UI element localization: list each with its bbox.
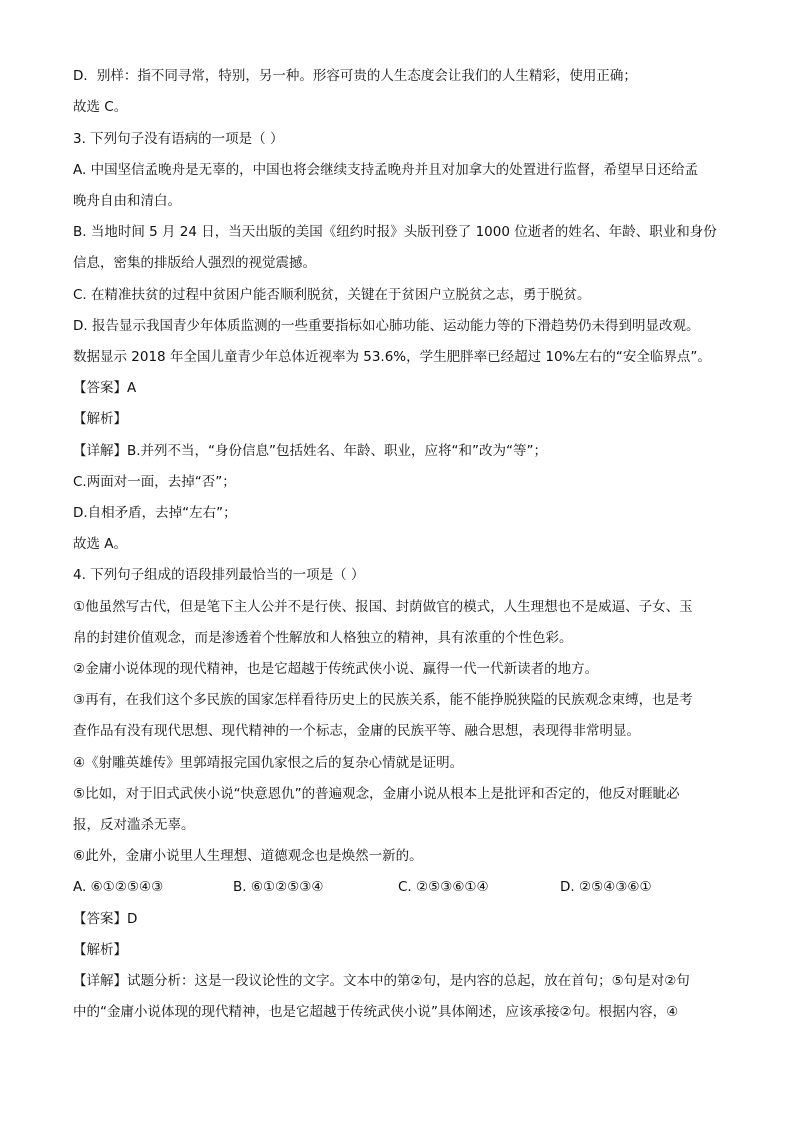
q3-option-c: C. 在精准扶贫的过程中贫困户能否顺利脱贫，关键在于贫困户立脱贫之志，勇于脱贫。 (73, 287, 591, 303)
q4-option-a: A. ⑥①②⑤④③ (73, 879, 164, 895)
q4-sentence-5-line1: ⑤比如，对于旧式武侠小说“快意恩仇”的普遍观念，金庸小说从根本上是批评和否定的，他反对睚眦必 (73, 786, 680, 802)
q3-stem: 3. 下列句子没有语病的一项是（ ） (73, 131, 284, 147)
q4-sentence-1-line1: ①他虽然写古代，但是笔下主人公并不是行侠、报国、封荫做官的模式，人生理想也不是威逼、子女、玉 (73, 599, 693, 615)
q4-sentence-1-line2: 帛的封建价值观念，而是渗透着个性解放和人格独立的精神，具有浓重的个性色彩。 (73, 630, 573, 646)
q2-conclusion: 故选 C。 (73, 99, 128, 115)
q4-sentence-3-line1: ③再有，在我们这个多民族的国家怎样看待历史上的民族关系，能不能挣脱狭隘的民族观念束缚，也是考 (73, 692, 693, 708)
q4-detail-line1: 【详解】试题分析：这是一段议论性的文字。文本中的第②句，是内容的总起，放在首句；⑤句是对②句 (73, 973, 690, 989)
q4-option-c: C. ②⑤③⑥①④ (398, 879, 489, 895)
q4-sentence-2: ②金庸小说体现的现代精神，也是它超越于传统武侠小说、赢得一代一代新读者的地方。 (73, 661, 599, 677)
q4-answer: 【答案】D (73, 911, 138, 927)
q3-detail-line3: D.自相矛盾，去掉“左右”； (73, 505, 237, 521)
q3-detail-line1: 【详解】B.并列不当，“身份信息”包括姓名、年龄、职业，应将“和”改为“等”； (73, 443, 548, 459)
q3-option-a-line2: 晚舟自由和清白。 (73, 193, 181, 209)
q3-conclusion: 故选 A。 (73, 536, 128, 552)
q4-stem: 4. 下列句子组成的语段排列最恰当的一项是（ ） (73, 567, 365, 583)
q3-option-d-line1: D. 报告显示我国青少年体质监测的一些重要指标如心肺功能、运动能力等的下滑趋势仍未得到明显改观。 (73, 318, 700, 334)
q4-sentence-3-line2: 查作品有没有现代思想、现代精神的一个标志，金庸的民族平等、融合思想，表现得非常明显。 (73, 723, 640, 739)
q2-option-d: D．别样：指不同寻常，特别，另一种。形容可贵的人生态度会让我们的人生精彩，使用正确； (73, 68, 637, 84)
q3-analysis-heading: 【解析】 (73, 411, 127, 427)
q3-option-d-line2: 数据显示 2018 年全国儿童青少年总体近视率为 53.6%，学生肥胖率已经超过 10%左右的“安全临界点”。 (73, 349, 711, 365)
q4-detail-line2: 中的“金庸小说体现的现代精神，也是它超越于传统武侠小说”具体阐述，应该承接②句。根据内容，④ (73, 1004, 679, 1020)
q4-sentence-5-line2: 报，反对滥杀无辜。 (73, 817, 195, 833)
q3-option-b-line1: B. 当地时间 5 月 24 日，当天出版的美国《纽约时报》头版刊登了 1000 位逝者的姓名、年龄、职业和身份 (73, 224, 717, 240)
q3-answer: 【答案】A (73, 380, 137, 396)
q4-option-d: D. ②⑤④③⑥① (560, 879, 652, 895)
q4-analysis-heading: 【解析】 (73, 942, 127, 958)
q4-sentence-6: ⑥此外，金庸小说里人生理想、道德观念也是焕然一新的。 (73, 848, 423, 864)
q4-sentence-4: ④《射雕英雄传》里郭靖报完国仇家恨之后的复杂心情就是证明。 (73, 755, 464, 771)
q3-option-b-line2: 信息，密集的排版给人强烈的视觉震撼。 (73, 255, 316, 271)
q3-detail-line2: C.两面对一面，去掉“否”； (73, 474, 236, 490)
q3-option-a-line1: A. 中国坚信孟晚舟是无辜的，中国也将会继续支持孟晚舟并且对加拿大的处置进行监督，希望早日还给孟 (73, 162, 699, 178)
q4-option-b: B. ⑥①②⑤③④ (233, 879, 324, 895)
